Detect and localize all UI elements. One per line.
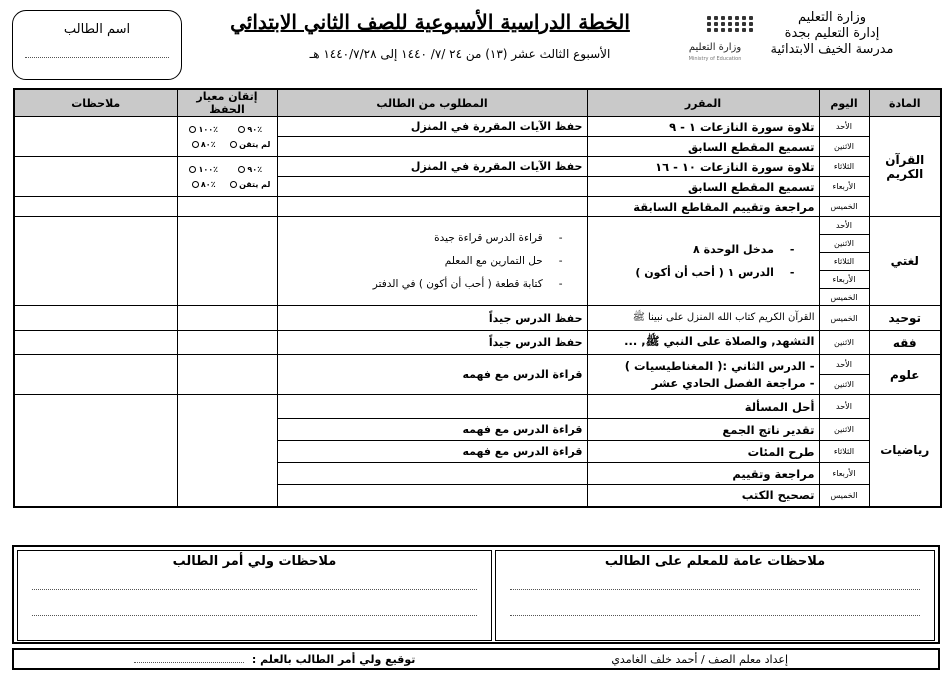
table-header-row xyxy=(14,89,941,117)
criteria-cell xyxy=(177,355,277,395)
header-required: المطلوب من الطالب xyxy=(277,89,587,117)
required-cell xyxy=(277,197,587,217)
radio-circle-icon[interactable] xyxy=(189,166,196,173)
criteria-cell xyxy=(177,217,277,306)
day-cell: الخميس xyxy=(819,289,869,306)
footer xyxy=(12,648,940,670)
day-cell: الأحد xyxy=(819,217,869,235)
day-cell: الاثنين xyxy=(819,419,869,441)
ministry-logo xyxy=(676,16,756,66)
notes-cell[interactable] xyxy=(14,157,177,197)
course-cell: تصحيح الكتب xyxy=(587,485,819,507)
header-criteria: إتقان معيار الحفظ xyxy=(177,89,277,117)
day-cell: الأحد xyxy=(819,355,869,375)
course-cell xyxy=(587,217,819,306)
course-cell xyxy=(587,355,819,395)
criteria-cell xyxy=(177,197,277,217)
day-cell: الأربعاء xyxy=(819,177,869,197)
header-course: المقرر xyxy=(587,89,819,117)
student-name-label: اسم الطالب xyxy=(63,22,131,37)
table-row xyxy=(14,331,941,355)
weekly-plan-table xyxy=(13,88,942,508)
page-title: الخطة الدراسية الأسبوعية للصف الثاني الابتدائي xyxy=(230,10,630,34)
criteria-cell xyxy=(177,395,277,507)
ministry-line-1: وزارة التعليم xyxy=(797,10,867,25)
ministry-line-2: إدارة التعليم بجدة xyxy=(784,26,880,41)
table-row xyxy=(14,306,941,331)
radio-circle-icon[interactable] xyxy=(192,181,199,188)
required-cell: حفظ الآيات المقررة في المنزل xyxy=(277,157,587,177)
radio-circle-icon[interactable] xyxy=(230,141,237,148)
note-line[interactable] xyxy=(32,615,477,616)
required-cell: حفظ الدرس جيداً xyxy=(277,331,587,355)
course-cell: تلاوة سورة النازعات ١ - ٩ xyxy=(587,117,819,137)
note-line[interactable] xyxy=(510,589,920,590)
criteria-option[interactable]: ٩٠٪ xyxy=(227,125,274,134)
criteria-cell xyxy=(177,117,277,157)
required-item: - كتابة قطعة ( أحب أن أكون ) في الدفتر xyxy=(282,273,563,296)
subject-tawheed: توحيد xyxy=(869,306,941,331)
day-cell: الثلاثاء xyxy=(819,157,869,177)
day-cell: الخميس xyxy=(819,197,869,217)
radio-circle-icon[interactable] xyxy=(230,181,237,188)
day-cell: الخميس xyxy=(819,485,869,507)
header-subject: المادة xyxy=(869,89,941,117)
required-cell xyxy=(277,177,587,197)
logo-text-ar: وزارة التعليم xyxy=(688,42,742,53)
course-cell: طرح المئات xyxy=(587,441,819,463)
notes-section xyxy=(12,545,940,644)
parent-notes-box[interactable] xyxy=(17,550,492,641)
required-cell: قراءة الدرس مع فهمه xyxy=(277,355,587,395)
required-cell: حفظ الآيات المقررة في المنزل xyxy=(277,117,587,137)
radio-circle-icon[interactable] xyxy=(192,141,199,148)
day-cell: الاثنين xyxy=(819,375,869,395)
notes-cell[interactable] xyxy=(14,331,177,355)
notes-cell[interactable] xyxy=(14,197,177,217)
table-row xyxy=(14,157,941,177)
table-row xyxy=(14,117,941,137)
table-row xyxy=(14,217,941,235)
notes-cell[interactable] xyxy=(14,117,177,157)
parent-notes-title: ملاحظات ولي أمر الطالب xyxy=(172,554,337,569)
criteria-option[interactable]: لم يتقن xyxy=(227,140,274,149)
day-cell: الثلاثاء xyxy=(819,441,869,463)
teacher-notes-box[interactable] xyxy=(495,550,935,641)
student-name-field[interactable] xyxy=(25,57,169,58)
course-cell: مراجعة وتقييم المقاطع السابقة xyxy=(587,197,819,217)
criteria-option[interactable]: ١٠٠٪ xyxy=(181,165,228,174)
required-cell: قراءة الدرس مع فهمه xyxy=(277,419,587,441)
note-line[interactable] xyxy=(510,615,920,616)
prepared-by: إعداد معلم الصف / أحمد خلف الغامدي xyxy=(611,653,788,666)
criteria-option[interactable]: ٨٠٪ xyxy=(181,140,228,149)
notes-cell[interactable] xyxy=(14,355,177,395)
day-cell: الاثنين xyxy=(819,331,869,355)
table-row xyxy=(14,395,941,419)
criteria-cell xyxy=(177,331,277,355)
course-item: - الدرس الثاني :( المغناطيسيات ) xyxy=(624,358,815,373)
required-cell: قراءة الدرس مع فهمه xyxy=(277,441,587,463)
student-name-box xyxy=(12,10,182,80)
subject-lughati: لغتي xyxy=(869,217,941,306)
criteria-cell xyxy=(177,306,277,331)
subject-math: رياضيات xyxy=(869,395,941,507)
radio-circle-icon[interactable] xyxy=(238,126,245,133)
criteria-option[interactable]: ١٠٠٪ xyxy=(181,125,228,134)
day-cell: الأربعاء xyxy=(819,463,869,485)
radio-circle-icon[interactable] xyxy=(238,166,245,173)
criteria-cell xyxy=(177,157,277,197)
course-cell: التشهد, والصلاة على النبي ﷺ, ... xyxy=(587,331,819,355)
logo-dots-icon xyxy=(706,16,753,32)
day-cell: الثلاثاء xyxy=(819,253,869,271)
header-notes: ملاحظات xyxy=(14,89,177,117)
ministry-line-3: مدرسة الخيف الابتدائية xyxy=(770,42,894,57)
day-cell: الخميس xyxy=(819,306,869,331)
week-range: الأسبوع الثالث عشر (١٣) من ٢٤ /٧/ ١٤٤٠ إلى ١٤٤٠/٧/٢٨ هـ xyxy=(309,47,611,61)
criteria-option[interactable]: ٨٠٪ xyxy=(181,180,228,189)
required-cell xyxy=(277,463,587,485)
notes-cell[interactable] xyxy=(14,395,177,507)
ministry-header xyxy=(742,10,922,58)
day-cell: الأربعاء xyxy=(819,271,869,289)
course-cell: تلاوة سورة النازعات ١٠ - ١٦ xyxy=(587,157,819,177)
course-item: - الدرس ١ ( أحب أن أكون ) xyxy=(592,261,795,284)
parent-signature-field[interactable] xyxy=(134,662,244,663)
table-row xyxy=(14,197,941,217)
course-cell: القرآن الكريم كتاب الله المنزل على نبينا ﷺ xyxy=(587,306,819,331)
parent-signature xyxy=(134,653,415,666)
course-cell: تقدير ناتج الجمع xyxy=(587,419,819,441)
table-row xyxy=(14,355,941,375)
teacher-notes-title: ملاحظات عامة للمعلم على الطالب xyxy=(604,554,826,569)
required-item: - حل التمارين مع المعلم xyxy=(282,250,563,273)
course-cell: مراجعة وتقييم xyxy=(587,463,819,485)
required-cell xyxy=(277,395,587,419)
required-cell xyxy=(277,217,587,306)
required-item: - قراءة الدرس قراءة جيدة xyxy=(282,227,563,250)
day-cell: الأحد xyxy=(819,395,869,419)
subject-fiqh: فقه xyxy=(869,331,941,355)
course-cell: أحل المسألة xyxy=(587,395,819,419)
course-item: - مراجعة الفصل الحادي عشر xyxy=(651,375,815,390)
notes-cell[interactable] xyxy=(14,217,177,306)
notes-cell[interactable] xyxy=(14,306,177,331)
radio-circle-icon[interactable] xyxy=(189,126,196,133)
course-item: - مدخل الوحدة ٨ xyxy=(592,238,795,261)
required-cell xyxy=(277,137,587,157)
day-cell: الاثنين xyxy=(819,235,869,253)
note-line[interactable] xyxy=(32,589,477,590)
header-day: اليوم xyxy=(819,89,869,117)
day-cell: الأحد xyxy=(819,117,869,137)
parent-signature-label: توقيع ولي أمر الطالب بالعلم : xyxy=(251,653,416,666)
logo-text-en: Ministry of Education xyxy=(688,56,742,62)
subject-quran: القرآن الكريم xyxy=(869,117,941,217)
required-cell: حفظ الدرس جيداً xyxy=(277,306,587,331)
criteria-option[interactable]: ٩٠٪ xyxy=(227,165,274,174)
course-cell: تسميع المقطع السابق xyxy=(587,177,819,197)
course-cell: تسميع المقطع السابق xyxy=(587,137,819,157)
day-cell: الاثنين xyxy=(819,137,869,157)
required-cell xyxy=(277,485,587,507)
criteria-option[interactable]: لم يتقن xyxy=(227,180,274,189)
subject-science: علوم xyxy=(869,355,941,395)
